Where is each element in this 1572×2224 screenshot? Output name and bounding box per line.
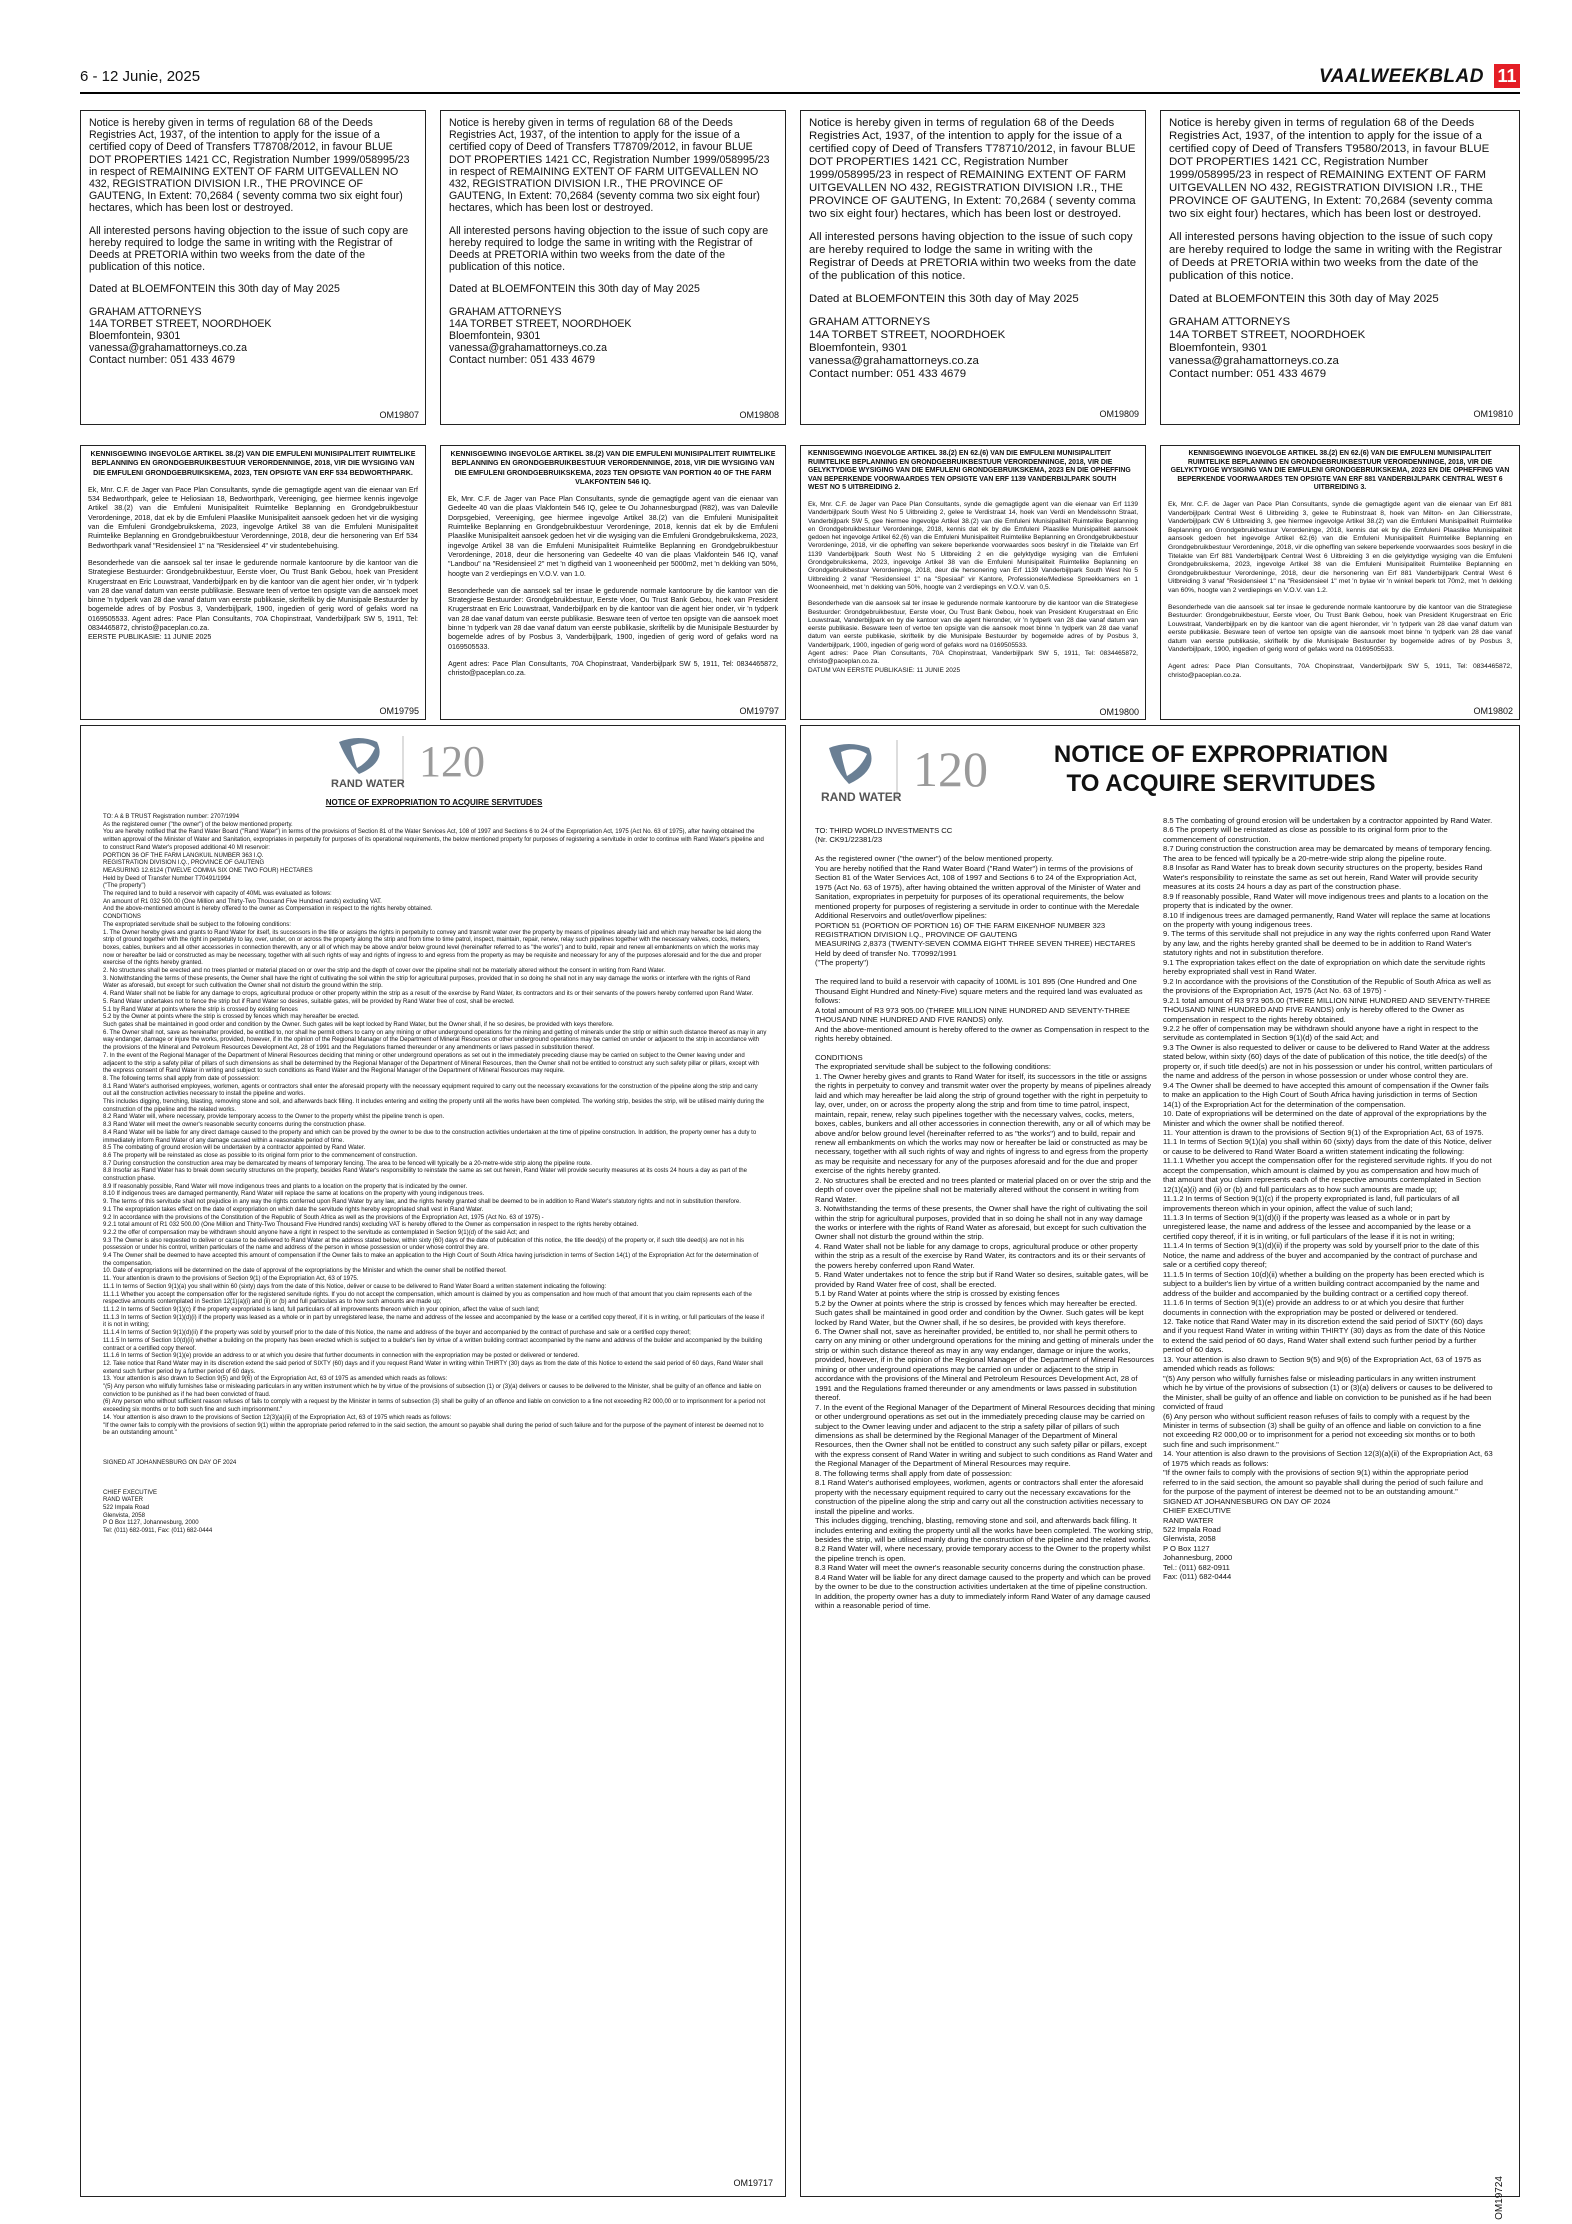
- notice-ref: OM19724: [1494, 2176, 1505, 2220]
- notice-signature: GRAHAM ATTORNEYS 14A TORBET STREET, NOORDHOEK Bloemfontein, 9301 vanessa@grahamattorneys.co.za Contact number: 051 433 4679: [1169, 316, 1366, 380]
- rand-water-wordmark: RAND WATER: [331, 778, 405, 790]
- notice-dated: Dated at BLOEMFONTEIN this 30th day of May 2025: [1169, 293, 1439, 305]
- notice-paragraph: Ek, Mnr. C.F. de Jager van Pace Plan Consultants, synde die gemagtigde agent van die eienaar van Gedeelte 40 van die plaas Vlakfontein 546 IQ, gelee te Ou Johannesburgpad (R82), was van Daleville Dorpsgebied, Vereeniging, gee hiermee ingevolge Artikel 38.(2) van die Emfuleni Munisipaliteit Ruimtelike Beplanning en Grondgebruikbestuur Verordeninge, 2018, kennis dat ek by die Emfuleni Plaaslike Munisipaliteit aansoek gedoen het vir die wysiging van die Emfuleni Grondgebruikskema, 2023, ingevolge Artikel 38 van die Emfuleni Munisipaliteit Ruimtelike Beplanning en Grondgebruikbestuur Verordeninge, 2018, deur die hersonering van Gedeelte 40 van die plaas Vlakfontein 546 IQ, vanaf "Landbou" na "Residensieel 2" met 'n digtheid van 1 wooneenheid per 5000m2, met 'n dekking van 50%, hoogte van 2 verdiepings en V.O.V. van 1.0.: [448, 495, 778, 578]
- notice-dated: Dated at BLOEMFONTEIN this 30th day of May 2025: [449, 283, 700, 296]
- notice-ref: OM19795: [379, 705, 419, 716]
- notice-ref: OM19807: [379, 409, 419, 420]
- deed-notice-3: [800, 110, 1146, 425]
- anniversary-number: 120: [913, 741, 988, 797]
- notice-ref: OM19802: [1473, 706, 1513, 717]
- column-text: TO: THIRD WORLD INVESTMENTS CC (Nr. CK91/22381/23 As the registered owner ("the owner") of the below mentioned property. You are hereby notified that the Rand Water Board ("Rand Water") in terms of the provisions of Section 81 of the Water Services Act, 108 of 1997 and Sections 6 to 24 of the Expropriation Act, 1975 (Act No. 63 of 1975), after having obtained the written approval of the Minister of Water and Sanitation, expropriates in perpetuity for purposes of its operational requirements, the below mentioned property for purposes of registering a servitude in order to continue with the Meredale Additional Reservoirs and outlet/overflow pipelines: PORTION 51 (PORTION OF PORTION 16) OF THE FARM EIKENHOF NUMBER 323 REGISTRATION DIVISION I.Q., PROVINCE OF GAUTENG MEASURING 2,8373 (TWENTY-SEVEN COMMA EIGHT THREE SEVEN THREE) HECTARES Held by deed of transfer No. T70992/1991 ("The property") The required land to build a reservoir with capacity of 100ML is 101 895 (One Hundred and One Thousand Eight Hundred and Ninety-Five) square meters and the required land was evaluated as follows: A total amount of R3 973 905.00 (THREE MILLION NINE HUNDRED AND SEVENTY-THREE THOUSAND NINE HUNDRED AND FIVE RANDS) only. And the above-mentioned amount is hereby offered to the owner as Compensation in respect to the rights hereby obtained. CONDITIONS The expropriated servitude shall be subject to the following conditions: 1. The Owner hereby gives and grants to Rand Water for itself, its successors in the title or assigns the rights in perpetuity to convey and transmit water over the property by means of pipelines already laid and which may hereafter be laid along the strip of ground together with the right in perpetuity to lay, over, under, on or across the property along the strip and from time to time patrol, inspect, maintain, repair, renew, relay such pipelines together with the necessary valves, cocks, meters, boxes, cables, bunkers and all other accessories in connection therewith, any or all of which may be above and/or below ground level (hereinafter referred to as "the works") and to build, repair and renew all embankments on which the works may now or hereafter be laid or constructed as may be necessary, together with all such rights of way and rights of ingress to and egress from the property as may be requisite and necessary for any of the purposes aforesaid and for the due and proper exercise of the rights hereby granted. 2. No structures shall be erected and no trees planted or material placed on or over the strip and the depth of cover over the pipeline shall not be materially altered without the consent in writing from Rand Water. 3. Notwithstanding the terms of these presents, the Owner shall have the right of cultivating the soil within the strip for agricultural purposes, provided that in so doing he shall not in any way damage the works or interfere with the rights of Rand Water as aforesaid, but except for such cultivation the Owner shall not disturb the ground within the strip. 4. Rand Water shall not be liable for any damage to crops, agricultural produce or other property within the strip as a result of the exercise by Rand Water, its contractors and its or their servants of the powers hereby conferred upon Rand Water. 5. Rand Water undertakes not to fence the strip but if Rand Water so desires, suitable gates, will be provided by Rand Water free of cost, shall be erected. 5.1 by Rand Water at points where the strip is crossed by existing fences 5.2 by the Owner at points where the strip is crossed by fences which may hereafter be erected. Such gates shall be maintained in good order and condition by the Owner. Such gates will be kept locked by Rand Water, but the Owner shall, if he so desires, be provided with keys therefore. 6. The Owner shall not, save as hereinafter provided, be entitled to, nor shall he permit others to carry on any mining or other underground operations for the mining and getting of minerals under the strip or within such distance thereof as may in any way endanger, damage or injure the works, provided, however, if in the opinion of the Regional Manager of the Department of Mineral Resources mining or other underground operations may be carried on under or adjacent to the strip in accordance with the provisions of the Mineral and Petroleum Resources Development Act, 28 of 1991 and the Regulations framed thereunder or any amendments or laws passed in substitution thereof. 7. In the event of the Regional Manager of the Department of Mineral Resources deciding that mining or other underground operations as set out in the immediately preceding clause may be carried on subject to the Owner leaving under and adjacent to the strip a safety pillar of pillars of such dimensions as shall be determined by the Regional Manager of the Department of Mineral Resources, then the Owner shall not be entitled to construct any such safety pillar or pillars, except with the express consent of Rand Water in writing and subject to such conditions as Rand Water and the Regional Manager of the Department of Mineral Resources may require. 8. The following terms shall apply from date of possession: 8.1 Rand Water's authorised employees, workmen, agents or contractors shall enter the aforesaid property with the necessary equipment required to carry out the necessary excavations for the construction of the pipeline along the strip and carry out all the construction activities necessary to install the pipeline and works. This includes digging, trenching, blasting, removing stone and soil, and afterwards back filling. It includes entering and exiting the property until all the works have been completed. The working strip, besides the strip, will be utilised mainly during the construction of the pipeline and the related works. 8.2 Rand Water will, where necessary, provide temporary access to the Owner to the property whilst the pipeline trench is open. 8.3 Rand Water will meet the owner's reasonable security concerns during the construction phase. 8.4 Rand Water will be liable for any direct damage caused to the property and which can be proved by the owner to be due to the construction activities undertaken at the time of pipeline construction. In addition, the property owner has a duty to immediately inform Rand Water of any damage caused within a reasonable period of time.: [815, 826, 1155, 1611]
- page-number: 11: [1494, 64, 1520, 88]
- rezoning-notice-2: [440, 445, 786, 720]
- notice-ref: OM19797: [739, 705, 779, 716]
- notice-ref: OM19809: [1099, 409, 1139, 419]
- notice-ref: OM19800: [1099, 706, 1139, 717]
- notice-heading: KENNISGEWING INGEVOLGE ARTIKEL 38.(2) EN 62.(6) VAN DIE EMFULENI MUNISIPALITEIT RUIMTELIKE BEPLANNING EN GRONDGEBRUIKBESTUUR VERORDENNINGE, 2018, VIR DIE GELYKTYDIGE WYSIGING VAN DIE EMFULENI GRONDGEBRUIKSKEMA, 2023 EN DIE OPHEFFING VAN BEPERKENDE VOORWAARDES TEN OPSIGTE VAN ERF 1139 VANDERBIJLPARK SOUTH WEST NO 5 UITBREIDING 2.: [808, 450, 1131, 492]
- notice-body: Notice is hereby given in terms of regulation 68 of the Deeds Registries Act, 1937, of the intention to apply for the issue of a certified copy of Deed of Transfers T78709/2012, in favour BLUE DOT PROPERTIES 1421 CC, Registration Number 1999/058995/23 in respect of REMAINING EXTENT OF FARM UITGEVALLEN NO 432, REGISTRATION DIVISION I.R., THE PROVINCE OF GAUTENG, In Extent: 70,2684 (seventy comma two six eight four) hectares, which has been lost or destroyed.: [449, 117, 770, 215]
- notice-column-2: [1163, 816, 1493, 1582]
- rezoning-notice-4: [1160, 445, 1520, 720]
- signature-block: CHIEF EXECUTIVE RAND WATER 522 Impala Road Glenvista, 2058 P O Box 1127, Johannesburg, 2000 Tel: (011) 682-0911, Fax: (011) 682-0444: [103, 1489, 213, 1535]
- notice-body-text: TO: A & B TRUST Registration number: 2707/1994 As the registered owner ("the owner") of the below mentioned property. You are hereby notified that the Rand Water Board ("Rand Water") in terms of the provisions of Section 81 of the Water Services Act, 108 of 1997 and Sections 6 to 24 of the Expropriation Act, 1975 (Act No. 63 of 1975), after having obtained the written approval of the Minister of Water and Sanitation, expropriates in perpetuity for purposes of its operational requirements, the below mentioned property for purposes of registering a servitude in order to continue with Rand Water's pipeline and to construct Rand Water's proposed additional 40 Ml reservoir: PORTION 36 OF THE FARM LANGKUIL NUMBER 363 I.Q. REGISTRATION DIVISION I.Q., PROVINCE OF GAUTENG MEASURING 12.6124 (TWELVE COMMA SIX ONE TWO FOUR) HECTARES Held by Deed of Transfer Number T70491/1994 ("The property") The required land to build a reservoir with capacity of 40ML was evaluated as follows: An amount of R1 032 500.00 (One Million and Thirty-Two Thousand Five Hundred rands) excluding VAT. And the above-mentioned amount is hereby offered to the owner as Compensation in respect to the rights hereby obtained. CONDITIONS The expropriated servitude shall be subject to the following conditions: 1. The Owner hereby gives and grants to Rand Water for itself, its successors in the title or assigns the rights in perpetuity to convey and transmit water over the property by means of pipelines already laid and which may hereafter be laid along the strip of ground together with the right in perpetuity to lay, over, under, on or across the property along the strip and from time to time patrol, inspect, maintain, repair, renew, relay such pipelines together with the necessary valves, cocks, meters, boxes, cables, bunkers and all other accessories in connection therewith, any or all of which may be above and/or below ground level (hereinafter referred to as "the works") and to build, repair and renew all embankments on which the works may now or hereafter be laid or constructed as may be necessary, together with all such rights of way and rights of ingress to and egress from the property as may be requisite and necessary for any of the purposes aforesaid and for the due and proper exercise of the rights hereby granted. 2. No structures shall be erected and no trees planted or material placed on or over the strip and the depth of cover over the pipeline shall not be materially altered without the consent in writing from Rand Water. 3. Notwithstanding the terms of these presents, the Owner shall have the right of cultivating the soil within the strip for agricultural purposes, provided that in so doing he shall not in any way damage the works or interfere with the rights of Rand Water as aforesaid, but except for such cultivation the Owner shall not disturb the ground within the strip. 4. Rand Water shall not be liable for any damage to crops, agricultural produce or other property within the strip as a result of the exercise by Rand Water, its contractors and its or their servants of the powers hereby conferred upon Rand Water. 5. Rand Water undertakes not to fence the strip but if Rand Water so desires, suitable gates, will be provided by Rand Water free of cost, shall be erected. 5.1 by Rand Water at points where the strip is crossed by existing fences 5.2 by the Owner at points where the strip is crossed by fences which may hereafter be erected. Such gates shall be maintained in good order and condition by the Owner. Such gates will be kept locked by Rand Water, but the Owner shall, if he so desires, be provided with keys therefore. 6. The Owner shall not, save as hereinafter provided, be entitled to, nor shall he permit others to carry on any mining or other underground operations for the mining and getting of minerals under the strip or within such distance thereof as may in any way endanger, damage or injure the works, provided, however, if in the opinion of the Regional Manager of the Department of Mineral Resources or other underground operations may be carried on under or adjacent to the strip in accordance with the provisions of the Mineral and Petroleum Resources Development Act, 28 of 1991 and the Regulations framed thereunder or any amendments or laws passed in substitution thereof. 7. In the event of the Regional Manager of the Department of Mineral Resources deciding that mining or other underground operations as set out in the immediately preceding clause may be carried on subject to the Owner leaving under and adjacent to the strip a safety pillar of pillars of such dimensions as shall be determined by the Regional Manager of the Department of Mineral Resources, then the Owner shall not be entitled to construct any such safety pillar or pillars, except with the express consent of Rand Water in writing and subject to such conditions as Rand Water and the Regional Manager of the Department of Mineral Resources may require. 8. The following terms shall apply from date of possession: 8.1 Rand Water's authorised employees, workmen, agents or contractors shall enter the aforesaid property with the necessary equipment required to carry out the necessary excavations for the construction of the pipeline along the strip and carry out all the construction activities necessary to install the pipeline and works. This includes digging, trenching, blasting, removing stone and soil, and afterwards back filling. It includes entering and exiting the property until all the works have been completed. The working strip, besides the strip, will be utilised mainly during the construction of the pipeline and the related works. 8.2 Rand Water will, where necessary, provide temporary access to the Owner to the property whilst the pipeline trench is open. 8.3 Rand Water will meet the owner's reasonable security concerns during the construction phase. 8.4 Rand Water will be liable for any direct damage caused to the property and which can be proved by the owner to be due to the construction activities undertaken at the time of pipeline construction. In addition, the property owner has a duty to immediately inform Rand Water of any damage caused within a reasonable period of time. 8.5 The combating of ground erosion will be undertaken by a contractor appointed by Rand Water. 8.6 The property will be reinstated as close as possible to its original form prior to the commencement of construction. 8.7 During construction the construction area may be demarcated by means of temporary fencing. The area to be fenced will typically be a 20-metre-wide strip along the pipeline route. 8.8 Insofar as Rand Water has to break down security structures on the property, besides Rand Water's responsibility to reinstate the same as set out herein, Rand Water will provide security measures at its costs 24 hours a day as part of the construction phase. 8.9 If reasonably possible, Rand Water will move indigenous trees and plants to a location on the property that is indicated by the owner. 8.10 If indigenous trees are damaged permanently, Rand Water will replace the same at locations on the property with young indigenous trees. 9. The terms of this servitude shall not prejudice in any way the rights conferred upon Rand Water by any law, and the rights hereby granted shall be deemed to be in addition to Rand Water's statutory rights and not in substitution therefore. 9.1 The expropriation takes effect on the date of expropriation on which date the servitude rights hereby expropriated shall vest in Rand Water. 9.2 In accordance with the provisions of the Constitution of the Republic of South Africa as well as the provisions of the Expropriation Act, 1975 (Act No. 63 of 1975) - 9.2.1 total amount of R1 032 500.00 (One Million and Thirty-Two Thousand Five Hundred rands) excluding VAT is hereby offered to the Owner as compensation in respect to the rights hereby obtained. 9.2.2 the offer of compensation may be withdrawn should anyone have a right in respect to the servitude as contemplated in Section 9(1)(d) of the said Act; and 9.3 The Owner is also requested to deliver or cause to be delivered to Rand Water at the address stated below, within sixty (60) days of the date of publication of this notice, the title deed(s) of the property or, if such title deed(s) are not in his possession or under his control, written particulars of the name and address of the person in whose possession or under whose control they are. 9.4 The Owner shall be deemed to have accepted this amount of compensation if the Owner fails to make an application to the High Court of South Africa having jurisdiction in terms of Section 14(1) of the Expropriation Act for the determination of the compensation. 10. Date of expropriations will be determined on the date of approval of the expropriations by the Minister and which the owner shall be notified thereof. 11. Your attention is drawn to the provisions of Section 9(1) of the Expropriation Act, 63 of 1975. 11.1 In terms of Section 9(1)(a) you shall within 60 (sixty) days from the date of this Notice, deliver or cause to be delivered to Rand Water Board a written statement indicating the following: 11.1.1 Whether you accept the compensation offer for the registered servitude rights. If you do not accept the compensation, which amount is claimed by you as compensation and how much of that amount that you claim represents each of the respective amounts contemplated in Section 12(1)(a)(i) and (ii) or (b) and full particulars as to how such amounts are made up; 11.1.2 In terms of Section 9(1)(c) if the property expropriated is land, full particulars of all improvements thereon which in your opinion, affect the value of such land; 11.1.3 In terms of Section 9(1)(d)(i) if the property was leased as a whole or in part by unregistered lease, the name and address of the lessee and accompanied by the lease or a certified copy thereof, if it is in writing, or full particulars of the lease if it is not in writing; 11.1.4 In terms of Section 9(1)(d)(ii) if the property was sold by yourself prior to the date of this Notice, the name and address of the buyer and accompanied by the contract of purchase and sale or a certified copy thereof; 11.1.5 In terms of Section 10(d)(ii) whether a building on the property has been erected which is subject to a builder's lien by virtue of a written building contract accompanied by the name and address of the builder and accompanied by the building contract or a certified copy thereof. 11.1.6 In terms of Section 9(1)(e) provide an address to or at which you desire that further documents in connection with the expropriation may be posted or delivered or tendered. 12. Take notice that Rand Water may in its discretion extend the said period of SIXTY (60) days and if you request Rand Water in writing within THIRTY (30) days as from the date of this Notice to extend the said period of 60 days, Rand Water shall extend such further period by a further period of 60 days. 13. Your attention is also drawn to Section 9(5) and 9(6) of the Expropriation Act, 63 of 1975 as amended which reads as follows: "(5) Any person who wilfully furnishes false or misleading particulars in any written instrument which he by virtue of the provisions of subsection (1) or (3)(a) delivers or causes to be delivered to the Minister, shall be guilty of an offence and liable on conviction to be punished as if he had been convicted of fraud. (6) Any person who without sufficient reason refuses of fails to comply with a request by the Minister in terms of subsection (3) shall be guilty of an offence and liable on conviction to a fine not exceeding R2 000,00 or to imprisonment for a period not exceeding six months or to both such fine and such imprisonment." 14. Your attention is also drawn to the provisions of Section 12(3)(a)(ii) of the Expropriation Act, 63 of 1975 which reads as follows: "If the owner fails to comply with the provisions of section 9(1) within the appropriate period referred to in the said section, the amount so payable shall during the period of such failure and for the purpose of the payment of interest be deemed not to be an outstanding amount.": [103, 814, 767, 1437]
- notice-paragraph: Besonderhede van die aansoek sal ter insae le gedurende normale kantoorure by die kantoor van die Strategiese Bestuurder: Grondgebruikbestuur, Eerste vloer, Ou Trust Bank Gebou, hoek van President Krugerstraat en Eric Louwstraat, Vanderbijlpark en by die kantoor van die agent hier onder, vir 'n tydperk van 28 dae vanaf datum van eerste publikasie. Besware teen of vertoe ten opsigte van die aansoek moet binne 'n tydperk van 28 dae vanaf datum van eerste publikasie, skriftelik by die Munisipale Bestuurder by bogemelde adres of by Posbus 3, Vanderbijlpark, 1900, ingedien of gerig word of gefaks word na 0169505533. Agent adres: Pace Plan Consultants, 70A Chopinstraat, Vanderbijlpark SW 5, 1911, Tel: 0834465872, christo@paceplan.co.za. EERSTE PUBLIKASIE: 11 JUNIE 2025: [88, 558, 418, 642]
- rand-water-logo: [815, 736, 1015, 806]
- rezoning-notice-1: [80, 445, 426, 720]
- column-text: 8.5 The combating of ground erosion will be undertaken by a contractor appointed by Rand Water. 8.6 The property will be reinstated as close as possible to its original form prior to the commencement of construction. 8.7 During construction the construction area may be demarcated by means of temporary fencing. The area to be fenced will typically be a 20-metre-wide strip along the pipeline route. 8.8 Insofar as Rand Water has to break down security structures on the property, besides Rand Water's responsibility to reinstate the same as set out herein, Rand Water will provide security measures at its costs 24 hours a day as part of the construction phase. 8.9 If reasonably possible, Rand Water will move indigenous trees and plants to a location on the property that is indicated by the owner. 8.10 If indigenous trees are damaged permanently, Rand Water will replace the same at locations on the property with young indigenous trees. 9. The terms of this servitude shall not prejudice in any way the rights conferred upon Rand Water by any law, and the rights hereby granted shall be deemed to be in addition to Rand Water's statutory rights and not in substitution therefore. 9.1 The expropriation takes effect on the date of expropriation on which date the servitude rights hereby expropriated shall vest in Rand Water. 9.2 In accordance with the provisions of the Constitution of the Republic of South Africa as well as the provisions of the Expropriation Act, 1975 (Act No. 63 of 1975) - 9.2.1 total amount of R3 973 905.00 (THREE MILLION NINE HUNDRED AND SEVENTY-THREE THOUSAND NINE HUNDRED AND FIVE RANDS) only is hereby offered to the Owner as compensation in respect to the rights hereby obtained. 9.2.2 he offer of compensation may be withdrawn should anyone have a right in respect to the servitude as contemplated in Section 9(1)(d) of the said Act; and 9.3 The Owner is also requested to deliver or cause to be delivered to Rand Water at the address stated below, within sixty (60) days of the date of publication of this notice, the title deed(s) of the property or, if such title deed(s) are not in his possession or under his control, written particulars of the name and address of the person in whose possession or under whose control they are. 9.4 The Owner shall be deemed to have accepted this amount of compensation if the Owner fails to make an application to the High Court of South Africa having jurisdiction in terms of Section 14(1) of the Expropriation Act for the determination of the compensation. 10. Date of expropriations will be determined on the date of approval of the expropriations by the Minister and which the owner shall be notified thereof. 11. Your attention is drawn to the provisions of Section 9(1) of the Expropriation Act, 63 of 1975. 11.1 In terms of Section 9(1)(a) you shall within 60 (sixty) days from the date of this Notice, deliver or cause to be delivered to Rand Water Board a written statement indicating the following: 11.1.1 Whether you accept the compensation offer for the registered servitude rights. If you do not accept the compensation, which amount is claimed by you as compensation and how much of that amount that you claim represents each of the respective amounts contemplated in Section 12(1)(a)(i) and (ii) or (b) and full particulars as to how such amounts are made up; 11.1.2 In terms of Section 9(1)(c) if the property expropriated is land, full particulars of all improvements thereon which in your opinion, affect the value of such land; 11.1.3 In terms of Section 9(1)(d)(i) if the property was leased as a whole or in part by unregistered lease, the name and address of the lessee and accompanied by the lease or a certified copy thereof, if it is in writing, or full particulars of the lease if it is not in writing; 11.1.4 In terms of Section 9(1)(d)(ii) if the property was sold by yourself prior to the date of this Notice, the name and address of the buyer and accompanied by the contract of purchase and sale or a certified copy thereof; 11.1.5 In terms of Section 10(d)(ii) whether a building on the property has been erected which is subject to a builder's lien by virtue of a written building contract accompanied by the name and address of the builder and accompanied by the building contract or a certified copy thereof. 11.1.6 In terms of Section 9(1)(e) provide an address to or at which you desire that further documents in connection with the expropriation may be posted or delivered or tendered. 12. Take notice that Rand Water may in its discretion extend the said period of SIXTY (60) days and if you request Rand Water in writing within THIRTY (30) days as from the date of this Notice to extend the said period of 60 days, Rand Water shall extend such further period by a further period of 60 days. 13. Your attention is also drawn to Section 9(5) and 9(6) of the Expropriation Act, 63 of 1975 as amended which reads as follows: "(5) Any person who wilfully furnishes false or misleading particulars in any written instrument which he by virtue of the provisions of subsection (1) or (3)(a) delivers or causes to be delivered to the Minister, shall be guilty of an offence and liable on conviction to be punished as if he had been convicted of fraud (6) Any person who without sufficient reason refuses of fails to comply with a request by the Minister in terms of subsection (3) shall be guilty of an offence and liable on conviction to a fine not exceeding R2 000,00 or to imprisonment for a period not exceeding six months or to both such fine and such imprisonment." 14. Your attention is also drawn to the provisions of Section 12(3)(a)(ii) of the Expropriation Act, 63 of 1975 which reads as follows: "If the owner fails to comply with the provisions of section 9(1) within the appropriate period referred to in the said section, the amount so payable shall during the period of such failure and for the purpose of the payment of interest be deemed not to be an outstanding amount." SIGNED AT JOHANNESBURG ON DAY OF 2024 CHIEF EXECUTIVE RAND WATER 522 Impala Road Glenvista, 2058 P O Box 1127 Johannesburg, 2000 Tel.: (011) 682-0911 Fax: (011) 682-0444: [1163, 816, 1493, 1582]
- notice-objection: All interested persons having objection to the issue of such copy are hereby required to lodge the same in writing with the Registrar of Deeds at PRETORIA within two weeks from the date of the publication of this notice.: [89, 224, 409, 274]
- masthead-rule: [80, 92, 1520, 94]
- notice-objection: All interested persons having objection to the issue of such copy are hereby required to lodge the same in writing with the Registrar of Deeds at PRETORIA within two weeks from the date of the publication of this notice.: [809, 231, 1137, 282]
- notice-heading: KENNISGEWING INGEVOLGE ARTIKEL 38.(2) EN 62.(6) VAN DIE EMFULENI MUNISIPALITEIT RUIMTELIKE BEPLANNING EN GRONDGEBRUIKBESTUUR VERORDENNINGE, 2018, VIR DIE GELYKTYDIGE WYSIGING VAN DIE EMFULENI GRONDGEBRUIKSKEMA, 2023 EN DIE OPHEFFING VAN BEPERKENDE VOORWAARDES TEN OPSIGTE VAN ERF 881 VANDERBIJLPARK CENTRAL WEST 6 UITBREIDING 3.: [1170, 450, 1510, 492]
- notice-objection: All interested persons having objection to the issue of such copy are hereby required to lodge the same in writing with the Registrar of Deeds at PRETORIA within two weeks from the date of the publication of this notice.: [1169, 231, 1503, 282]
- deed-notice-2: [440, 110, 786, 425]
- notice-paragraph: Ek, Mnr. C.F. de Jager van Pace Plan Consultants, synde die gemagtigde agent van die eienaar van Erf 1139 Vanderbijlpark South West No 5 Uitbreiding 2, gelee te Verdistraat 14, hoek van Verdi en Mendelssohn Straat, Vanderbijlpark SW 5, gee hiermee ingevolge Artikel 38.(2) van die Emfuleni Munisipaliteit Ruimtelike Beplanning en Grondgebruikbestuur Verordeninge, 2018, kennis dat ek by die Emfuleni Plaaslike Munisipaliteit aansoek gedoen het ingevolge Artikel 62.(6) van die Emfuleni Munisipaliteit Ruimtelike Beplanning en Grondgebruikbestuur Verordeninge, 2018, vir die opheffing van sekere beperkende voorwaardes soos beskryf in die Titelakte van Erf 1139 Vanderbijlpark South West No 5 Uitbreiding 2 en die gelyktydige wysiging van die Emfuleni Grondgebruikskema, 2023, ingevolge Artikel 38 van die Emfuleni Munisipaliteit Ruimtelike Beplanning en Grondgebruikbestuur Verordeninge, 2018, deur die hersonering van Erf 1139 Vanderbijlpark South West No 5 Uitbreiding 2 vanaf "Residensieel 1" na "Spesiaal" vir Kantore, Professionele/Mediese Spreekkamers en 1 Wooneenheid, met 'n dekking van 50%, hoogte van 2 verdiepings en V.O.V. van 0,5.: [808, 500, 1138, 591]
- notice-paragraph: Besonderhede van die aansoek sal ter insae le gedurende normale kantoorure by die kantoor van die Strategiese Bestuurder: Grondgebruikbestuur, Eerste vloer, Ou Trust Bank Gebou, hoek van President Krugerstraat en Eric Louwstraat, Vanderbijlpark en by die kantoor van die agent hieronder, vir 'n tydperk van 28 dae vanaf datum van eerste publikasie. Besware teen of vertoe ten opsigte van die aansoek moet binne 'n tydperk van 28 dae vanaf datum van eerste publikasie, skriftelik by die Munisipale Bestuurder by bogemelde adres of by Posbus 3, Vanderbijlpark, 1900, ingedien of gerig word of gefaks word na 0169505533. Agent adres: Pace Plan Consultants, 70A Chopinstraat, Vanderbijlpark SW 5, 1911, Tel: 0834465872, christo@paceplan.co.za. DATUM VAN EERSTE PUBLIKASIE: 11 JUNIE 2025: [808, 600, 1138, 674]
- masthead: [80, 64, 1520, 90]
- notice-dated: Dated at BLOEMFONTEIN this 30th day of May 2025: [809, 293, 1079, 305]
- notice-body: Notice is hereby given in terms of regulation 68 of the Deeds Registries Act, 1937, of the intention to apply for the issue of a certified copy of Deed of Transfers T78708/2012, in favour BLUE DOT PROPERTIES 1421 CC, Registration Number 1999/058995/23 in respect of REMAINING EXTENT OF FARM UITGEVALLEN NO 432, REGISTRATION DIVISION I.R., THE PROVINCE OF GAUTENG, In Extent: 70,2684 ( seventy comma two six eight four) hectares, which has been lost or destroyed.: [89, 117, 410, 215]
- issue-date: 6 - 12 Junie, 2025: [80, 68, 201, 85]
- notice-ref: OM19808: [739, 409, 779, 420]
- notice-body: Notice is hereby given in terms of regulation 68 of the Deeds Registries Act, 1937, of the intention to apply for the issue of a certified copy of Deed of Transfers T78710/2012, in favour BLUE DOT PROPERTIES 1421 CC, Registration Number 1999/058995/23 in respect of REMAINING EXTENT OF FARM UITGEVALLEN NO 432, REGISTRATION DIVISION I.R., THE PROVINCE OF GAUTENG, In Extent: 70,2684 ( seventy comma two six eight four) hectares, which has been lost or destroyed.: [809, 117, 1136, 220]
- notice-ref: OM19810: [1473, 409, 1513, 419]
- notice-signature: GRAHAM ATTORNEYS 14A TORBET STREET, NOORDHOEK Bloemfontein, 9301 vanessa@grahamattorneys.co.za Contact number: 051 433 4679: [89, 305, 272, 367]
- rand-water-logo: [329, 732, 529, 794]
- signed-line: SIGNED AT JOHANNESBURG ON DAY OF 2024: [103, 1459, 237, 1466]
- notice-paragraph: Besonderhede van die aansoek sal ter insae le gedurende normale kantoorure by die kantoor van die Strategiese Bestuurder: Grondgebruikbestuur, Eerste vloer, Ou Trust Bank Gebou, hoek van President Krugerstraat en Eric Louwstraat, Vanderbijlpark en by die kantoor van die agent hieronder, vir 'n tydperk van 28 dae vanaf datum van eerste publikasie. Besware teen of vertoe ten opsigte van die aansoek moet binne 'n tydperk van 28 dae vanaf datum van eerste publikasie, skriftelik by die Munisipale Bestuurder by bogemelde adres of by Posbus 3, Vanderbijlpark, 1900, ingedien of gerig word of gefaks word na 0169505533.: [1168, 603, 1512, 654]
- rand-water-wordmark: RAND WATER: [821, 790, 902, 804]
- notice-dated: Dated at BLOEMFONTEIN this 30th day of May 2025: [89, 283, 340, 296]
- expropriation-notice-left: [80, 725, 786, 2197]
- notice-title: NOTICE OF EXPROPRIATION TO ACQUIRE SERVITUDES: [1053, 741, 1389, 797]
- newspaper-name: VAALWEEKBLAD: [1318, 66, 1484, 87]
- rezoning-notice-3: [800, 445, 1146, 720]
- notice-heading: KENNISGEWING INGEVOLGE ARTIKEL 38.(2) VAN DIE EMFULENI MUNISIPALITEIT RUIMTELIKE BEPLANNING EN GRONDGEBRUIKBESTUUR VERORDENNINGE, 2018, VIR DIE WYSIGING VAN DIE EMFULENI GRONDGEBRUIKSKEMA, 2023, TEN OPSIGTE VAN ERF 534 BEDWORTHPARK.: [90, 450, 416, 477]
- anniversary-number: 120: [419, 737, 485, 786]
- notice-signature: GRAHAM ATTORNEYS 14A TORBET STREET, NOORDHOEK Bloemfontein, 9301 vanessa@grahamattorneys.co.za Contact number: 051 433 4679: [449, 305, 632, 367]
- notice-paragraph: Ek, Mnr. C.F. de Jager van Pace Plan Consultants, synde die gemagtigde agent van die eienaar van Erf 881 Vanderbijlpark Central West 6 Uitbreiding 3, gelee te Rubinstraat 8, hoek van Milton- en Jan Cilliersstrate, Vanderbijlpark CW 6 Uitbreiding 3, gee hiermee ingevolge Artikel 38.(2) van die Emfuleni Munisipaliteit Ruimtelike Beplanning en Grondgebruikbestuur Verordeninge, 2018, kennis dat ek by die Emfuleni Plaaslike Munisipaliteit aansoek gedoen het ingevolge Artikel 62.(6) van die Emfuleni Munisipaliteit Ruimtelike Beplanning en Grondgebruikbestuur Verordeninge, 2018, vir die opheffing van sekere beperkende voorwaardes soos beskryf in die Titelakte van Erf 881 Vanderbijlpark Central West 6 Uitbreiding 3 en die gelyktydige wysiging van die Emfuleni Grondgebruikskema, 2023, ingevolge Artikel 38 van die Emfuleni Munisipaliteit Ruimtelike Beplanning en Grondgebruikbestuur Verordeninge, 2018, deur die hersonering van Erf 881 Vanderbijlpark Central West 6 Uitbreiding 3 vanaf "Residensieel 1" na "Residensieel 1" met 'n bylae vir 'n winkel beperk tot 70m2, met 'n dekking van 60%, hoogte van 2 verdiepings en V.O.V. van 1.2.: [1168, 500, 1512, 594]
- notice-paragraph: Ek, Mnr. C.F. de Jager van Pace Plan Consultants, synde die gemagtigde agent van die eienaar van Erf 534 Bedworthpark, gelee te Heliosiaan 18, Bedworthpark, Vereeniging, gee hiermee kennis ingevolge Artikel 38.(2) van die Emfuleni Munisipaliteit Ruimtelike Beplanning en Grondgebruikbestuur Verordeninge, 2018, dat ek by die Emfuleni Plaaslike Munisipaliteit aansoek gedoen het vir die wysiging van die Emfuleni Grondgebruikskema, 2023, ingevolge Artikel 38 van die Emfuleni Munisipaliteit Ruimtelike Beplanning en Grondgebruikbestuur Verordenninge, 2018, deur die hersonering van Erf 534 Bedworthpark vanaf "Residensieel 1" na "Residensieel 4" vir studentebehuising.: [88, 485, 418, 550]
- notice-signature: GRAHAM ATTORNEYS 14A TORBET STREET, NOORDHOEK Bloemfontein, 9301 vanessa@grahamattorneys.co.za Contact number: 051 433 4679: [809, 316, 1006, 380]
- notice-paragraph: Agent adres: Pace Plan Consultants, 70A Chopinstraat, Vanderbijlpark SW 5, 1911, Tel: 0834465872, christo@paceplan.co.za.: [1168, 663, 1512, 679]
- notice-heading: KENNISGEWING INGEVOLGE ARTIKEL 38.(2) VAN DIE EMFULENI MUNISIPALITEIT RUIMTELIKE BEPLANNING EN GRONDGEBRUIKBESTUUR VERORDENNINGE, 2018, VIR DIE WYSIGING VAN DIE EMFULENI GRONDGEBRUIKSKEMA, 2023 TEN OPSIGTE VAN PORTION 40 OF THE FARM VLAKFONTEIN 546 IQ.: [450, 450, 776, 486]
- notice-body: [103, 814, 767, 1536]
- notice-paragraph: Besonderhede van die aansoek sal ter insae le gedurende normale kantoorure by die kantoor van die Strategiese Bestuurder: Grondgebruikbestuur, Eerste vloer, Ou Trust Bank Gebou, hoek van President Krugerstraat en Eric Louwstraat, Vanderbijlpark en by die kantoor van die agent hier onder, vir 'n tydperk van 28 dae vanaf datum van eerste publikasie. Besware teen of vertoe ten opsigte van die aansoek moet binne 'n tydperk van 28 dae vanaf datum van eerste publikasie, skriftelik by die Munisipale Bestuurder by bogemelde adres of by Posbus 3, Vanderbijlpark, 1900, ingedien of gerig word of gefaks word na 0169505533.: [448, 586, 778, 651]
- notice-objection: All interested persons having objection to the issue of such copy are hereby required to lodge the same in writing with the Registrar of Deeds at PRETORIA within two weeks from the date of the publication of this notice.: [449, 224, 769, 274]
- notice-ref: OM19717: [733, 2178, 773, 2188]
- deed-notice-4: [1160, 110, 1520, 425]
- deed-notice-1: [80, 110, 426, 425]
- notice-title: NOTICE OF EXPROPRIATION TO ACQUIRE SERVITUDES: [325, 798, 543, 807]
- expropriation-notice-right: [800, 725, 1520, 2220]
- notice-paragraph: Agent adres: Pace Plan Consultants, 70A Chopinstraat, Vanderbijlpark SW 5, 1911, Tel: 0834465872, christo@paceplan.co.za.: [448, 659, 778, 678]
- notice-body: Notice is hereby given in terms of regulation 68 of the Deeds Registries Act, 1937, of the intention to apply for the issue of a certified copy of Deed of Transfers T9580/2013, in favour BLUE DOT PROPERTIES 1421 CC, Registration Number 1999/058995/23 in respect of REMAINING EXTENT OF FARM UITGEVALLEN NO 432, REGISTRATION DIVISION I.R., THE PROVINCE OF GAUTENG, In Extent: 70,2684 (seventy comma two six eight four) hectares, which has been lost or destroyed.: [1169, 117, 1493, 220]
- notice-column-1: [815, 826, 1155, 1611]
